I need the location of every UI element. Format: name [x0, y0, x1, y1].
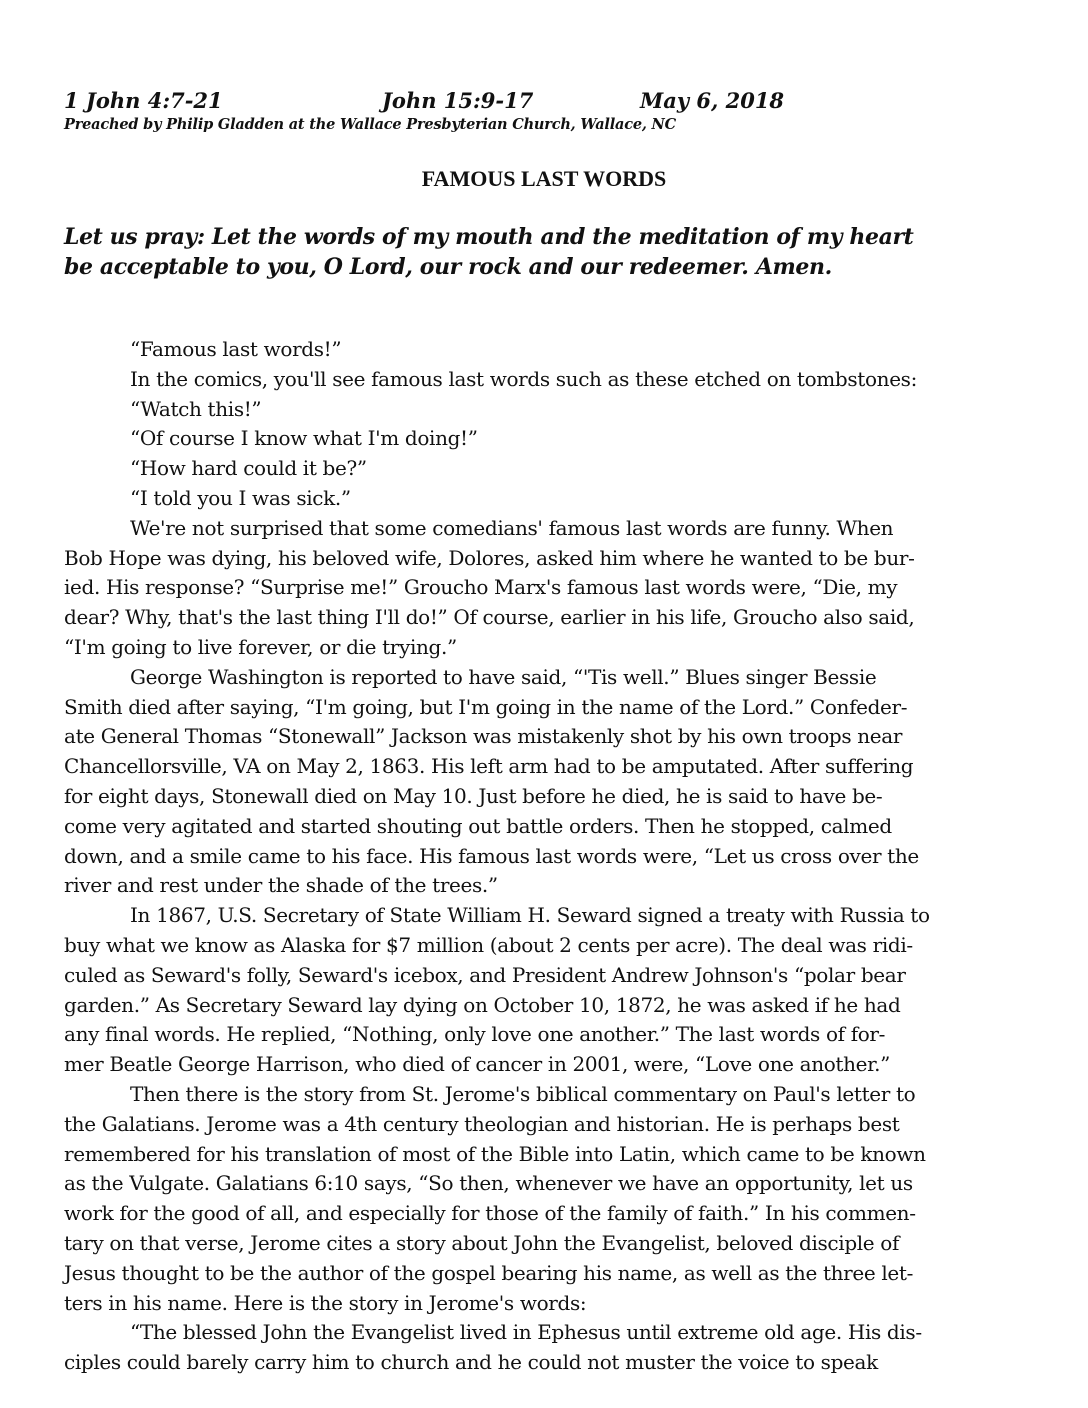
sermon-title: FAMOUS LAST WORDS: [421, 166, 667, 191]
body-line: “I told you I was sick.”: [130, 485, 351, 510]
body-line: ied. His response? “Surprise me!” Groucho Marx's famous last words were, “Die, my: [64, 575, 898, 600]
body-line: In 1867, U.S. Secretary of State William H. Seward signed a treaty with Russia to: [130, 903, 930, 928]
body-line: mer Beatle George Harrison, who died of cancer in 2001, were, “Love one another.”: [64, 1052, 891, 1077]
body-line: Then there is the story from St. Jerome's biblical commentary on Paul's letter to: [130, 1081, 916, 1106]
body-line: George Washington is reported to have said, “'Tis well.” Blues singer Bessie: [130, 664, 877, 689]
body-line: Jesus thought to be the author of the gospel bearing his name, as well as the three let-: [64, 1260, 913, 1285]
body-line: come very agitated and started shouting out battle orders. Then he stopped, calmed: [64, 813, 892, 838]
body-line: for eight days, Stonewall died on May 10. Just before he died, he is said to have be-: [64, 783, 883, 808]
body-line: dear? Why, that's the last thing I'll do!” Of course, earlier in his life, Groucho also said,: [64, 605, 915, 630]
body-line: river and rest under the shade of the trees.”: [64, 873, 498, 898]
body-line: “Watch this!”: [130, 396, 262, 421]
body-line: “Of course I know what I'm doing!”: [130, 426, 478, 451]
body-line: “The blessed John the Evangelist lived in Ephesus until extreme old age. His dis-: [130, 1320, 922, 1345]
body-line: “Famous last words!”: [130, 337, 342, 361]
body-line: ate General Thomas “Stonewall” Jackson was mistakenly shot by his own troops near: [64, 724, 903, 749]
body-line: tary on that verse, Jerome cites a story about John the Evangelist, beloved disciple of: [64, 1230, 900, 1255]
body-line: “I'm going to live forever, or die trying.”: [64, 634, 457, 659]
prayer-line: be acceptable to you, O Lord, our rock and our redeemer. Amen.: [64, 254, 832, 280]
body-line: the Galatians. Jerome was a 4th century theologian and historian. He is perhaps best: [64, 1111, 900, 1136]
body-line: ters in his name. Here is the story in Jerome's words:: [64, 1290, 587, 1315]
body-line: ciples could barely carry him to church and he could not muster the voice to speak: [64, 1350, 878, 1375]
body-line: We're not surprised that some comedians' famous last words are funny. When: [130, 515, 894, 540]
sermon-date: May 6, 2018: [640, 88, 785, 113]
body-line: culed as Seward's folly, Seward's icebox, and President Andrew Johnson's “polar bear: [64, 962, 906, 987]
opening-prayer: [64, 222, 913, 282]
body-line: work for the good of all, and especially for those of the family of faith.” In his commen-: [64, 1201, 916, 1226]
sermon-body: [64, 335, 1044, 1378]
preacher-line: Preached by Philip Gladden at the Wallace Presbyterian Church, Wallace, NC: [64, 116, 676, 133]
body-line: buy what we know as Alaska for $7 million (about 2 cents per acre). The deal was ridi-: [64, 932, 913, 957]
body-line: In the comics, you'll see famous last words such as these etched on tombstones:: [130, 366, 917, 391]
body-line: remembered for his translation of most of the Bible into Latin, which came to be known: [64, 1141, 926, 1166]
body-line: as the Vulgate. Galatians 6:10 says, “So then, whenever we have an opportunity, let us: [64, 1171, 913, 1196]
body-line: Bob Hope was dying, his beloved wife, Dolores, asked him where he wanted to be bur-: [64, 545, 915, 570]
body-line: down, and a smile came to his face. His famous last words were, “Let us cross over the: [64, 843, 919, 868]
reading-1: 1 John 4:7-21: [64, 88, 223, 113]
body-line: garden.” As Secretary Seward lay dying on October 10, 1872, he was asked if he had: [64, 992, 901, 1017]
reading-2: John 15:9-17: [382, 88, 534, 113]
body-line: “How hard could it be?”: [130, 456, 367, 481]
prayer-line: Let us pray: Let the words of my mouth and the meditation of my heart: [64, 224, 914, 250]
body-line: Smith died after saying, “I'm going, but I'm going in the name of the Lord.” Confeder-: [64, 694, 908, 719]
body-line: Chancellorsville, VA on May 2, 1863. His left arm had to be amputated. After suffering: [64, 754, 914, 779]
body-line: any final words. He replied, “Nothing, only love one another.” The last words of for-: [64, 1022, 886, 1047]
